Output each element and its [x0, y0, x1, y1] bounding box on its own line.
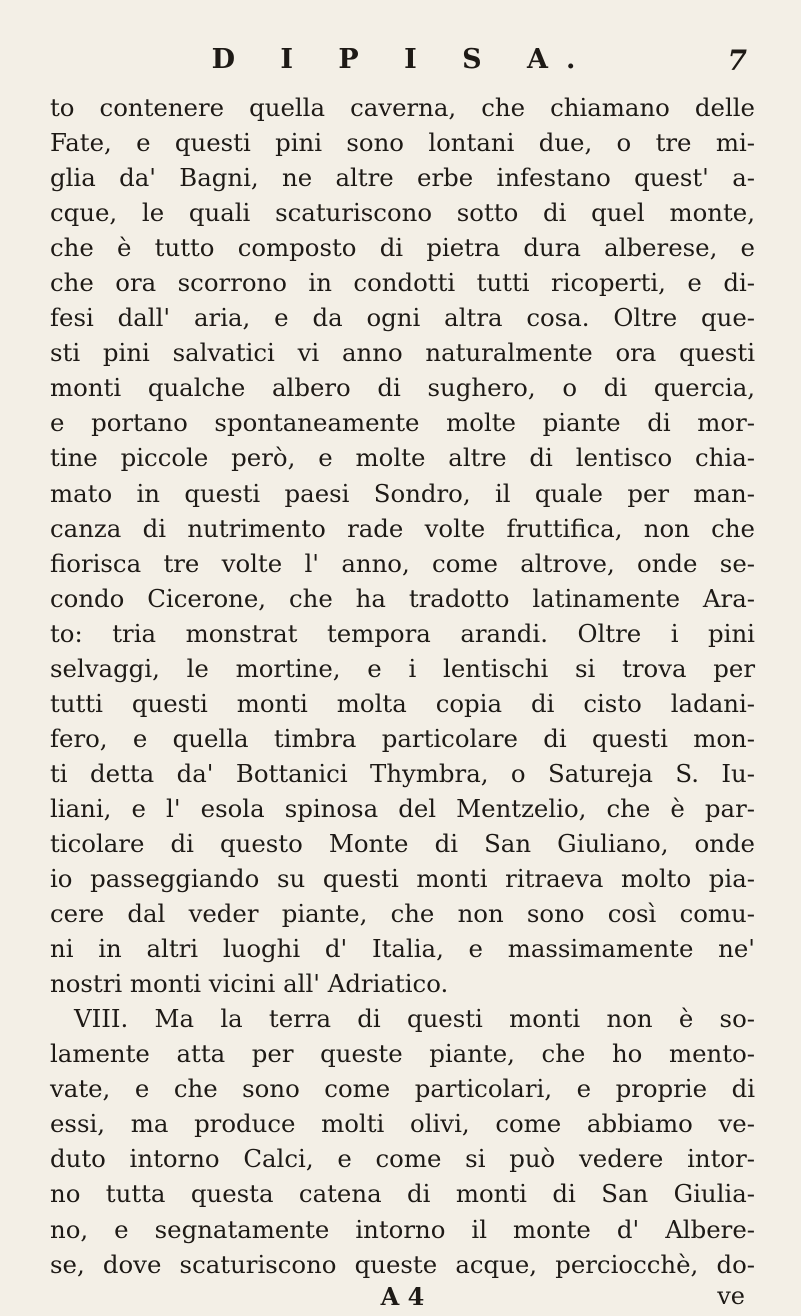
page-number: 7: [727, 44, 747, 77]
text-line: no tutta questa catena di monti di San Giulia-: [50, 1179, 755, 1209]
text-line: vate, e che sono come particolari, e proprie di: [50, 1074, 755, 1104]
text-line: no, e segnatamente intorno il monte d' Albere-: [50, 1214, 755, 1244]
text-line: Fate, e questi pini sono lontani due, o tre mi-: [50, 128, 755, 158]
text-line: tutti questi monti molta copia di cisto ladani-: [50, 688, 755, 718]
text-line: VIII. Ma la terra di questi monti non è so-: [74, 1004, 755, 1034]
text-line: ticolare di questo Monte di San Giuliano, onde: [50, 828, 755, 858]
text-line: e portano spontaneamente molte piante di mor-: [50, 408, 755, 438]
text-line: ni in altri luoghi d' Italia, e massimamente ne': [50, 934, 755, 964]
text-line: canza di nutrimento rade volte fruttifica, non che: [50, 513, 755, 543]
text-line: condo Cicerone, che ha tradotto latinamente Ara-: [50, 583, 755, 613]
text-line: sti pini salvatici vi anno naturalmente ora questi: [50, 338, 755, 368]
text-line: to: tria monstrat tempora arandi. Oltre i pini: [50, 618, 755, 648]
catchword: ve: [717, 1281, 745, 1310]
text-line: io passeggiando su questi monti ritraeva molto pia-: [50, 864, 755, 894]
text-line: tine piccole però, e molte altre di lentisco chia-: [50, 443, 755, 473]
text-line: fiorisca tre volte l' anno, come altrove, onde se-: [50, 548, 755, 578]
text-line: lamente atta per queste piante, che ho mento-: [50, 1039, 755, 1069]
text-line: se, dove scaturiscono queste acque, perciocchè, do-: [50, 1249, 755, 1279]
text-line: che ora scorrono in condotti tutti ricoperti, e di-: [50, 268, 755, 298]
text-line: liani, e l' esola spinosa del Mentzelio, che è par-: [50, 793, 755, 823]
text-line: selvaggi, le mortine, e i lentischi si trova per: [50, 653, 755, 683]
text-line: to contenere quella caverna, che chiamano delle: [50, 93, 755, 122]
text-line: cere dal veder piante, che non sono così comu-: [50, 899, 755, 929]
signature-mark: A 4: [380, 1281, 425, 1311]
text-line: monti qualche albero di sughero, o di quercia,: [50, 373, 755, 403]
text-line: nostri monti vicini all' Adriatico.: [50, 969, 449, 999]
text-line: glia da' Bagni, ne altre erbe infestano quest' a-: [50, 163, 755, 193]
text-line: duto intorno Calci, e come si può vedere intor-: [50, 1144, 755, 1174]
page-header: [50, 40, 755, 86]
text-line: cque, le quali scaturiscono sotto di quel monte,: [50, 198, 755, 228]
text-line: che è tutto composto di pietra dura alberese, e: [50, 233, 755, 263]
text-line: essi, ma produce molti olivi, come abbiamo ve-: [50, 1109, 755, 1139]
text-line: fero, e quella timbra particolare di questi mon-: [50, 723, 755, 753]
body-text: [50, 90, 755, 1282]
text-line: mato in questi paesi Sondro, il quale per man-: [50, 478, 755, 508]
page-footer: [50, 1282, 755, 1316]
text-line: fesi dall' aria, e da ogni altra cosa. Oltre que-: [50, 303, 755, 333]
running-head: D I P I S A.: [211, 44, 594, 75]
text-line: ti detta da' Bottanici Thymbra, o Satureja S. Iu-: [50, 758, 755, 788]
